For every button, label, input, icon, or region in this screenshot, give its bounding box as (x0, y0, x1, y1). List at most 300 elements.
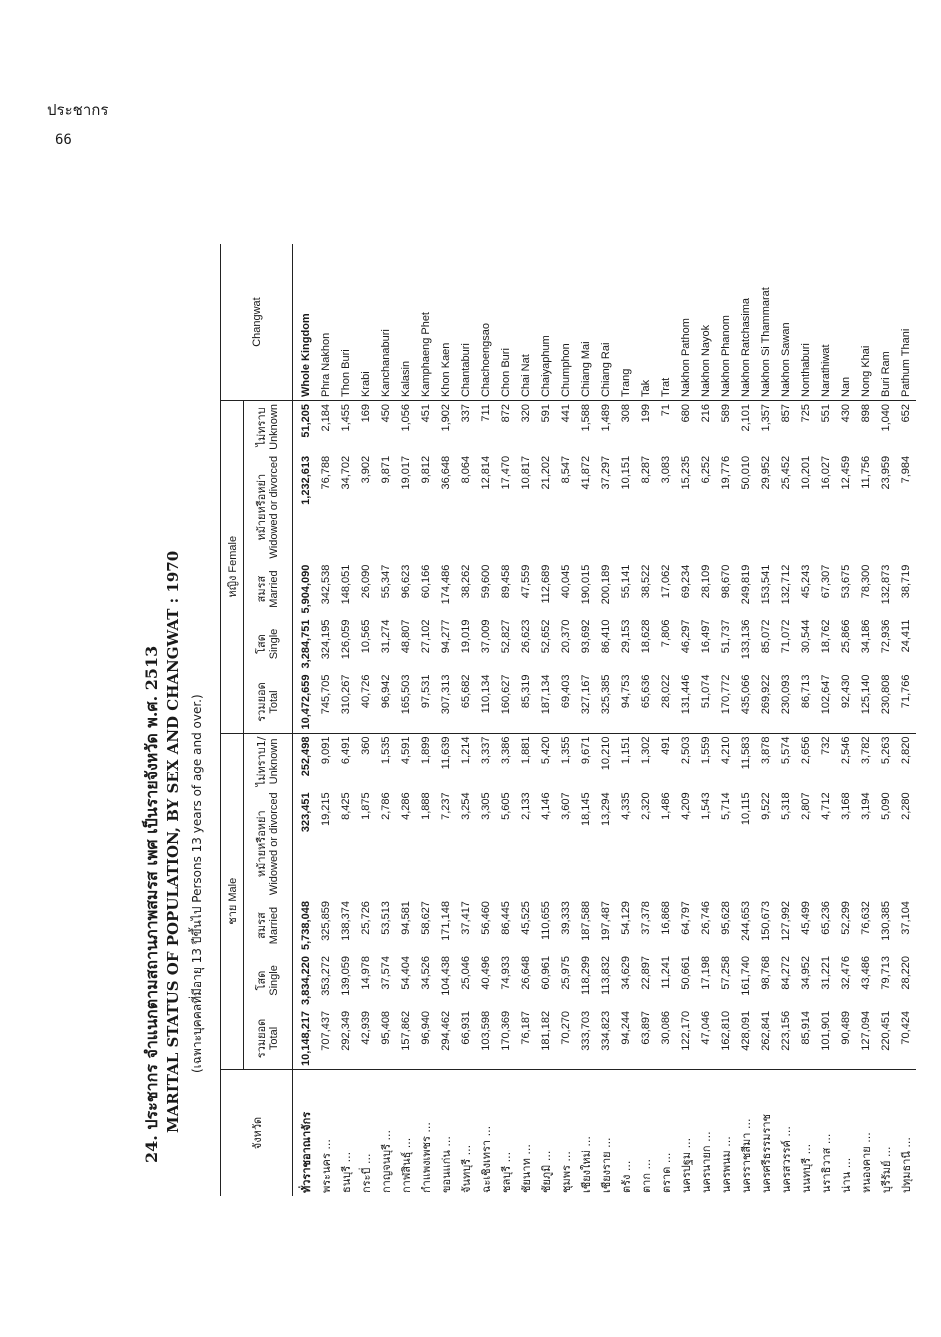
value-cell: 102,647 (820, 674, 832, 715)
value-cell: 76,187 (520, 1010, 532, 1045)
table-row (876, 244, 896, 1196)
value-cell: 1,357 (756, 401, 776, 453)
value-cell: 24,411 (900, 619, 912, 653)
value-cell: 334,823 (600, 1010, 612, 1051)
table-row (676, 244, 696, 1196)
column-header (244, 453, 293, 562)
changwat-eng-cell: Chachoengsao (480, 323, 492, 398)
column-header (244, 617, 293, 672)
table-row (896, 244, 916, 1196)
changwat-eng-cell: Nan (840, 376, 852, 398)
value-cell: 1,902 (436, 401, 456, 453)
value-cell: 14,978 (360, 956, 372, 990)
value-cell: 127,992 (780, 901, 792, 941)
value-cell: 230,808 (880, 674, 892, 715)
value-cell: 125,140 (860, 674, 872, 715)
value-cell: 28,220 (900, 956, 912, 990)
value-cell: 16,497 (700, 619, 712, 654)
value-cell: 98,670 (720, 564, 732, 599)
changwat-eng-cell: Khon Kaen (440, 342, 452, 398)
value-cell: 71,072 (780, 619, 792, 654)
changwat-thai-cell: นนทบุรี ... (796, 1070, 816, 1197)
value-cell: 60,166 (420, 564, 432, 599)
column-header-eng: Married (268, 570, 280, 608)
value-cell: 8,064 (460, 455, 472, 484)
value-cell: 325,859 (320, 901, 332, 941)
changwat-eng-cell: Thon Buri (340, 349, 352, 398)
value-cell: 2,101 (736, 401, 756, 453)
value-cell: 148,051 (340, 564, 352, 605)
changwat-eng-cell: Kamphaeng Phet (420, 312, 432, 398)
changwat-eng-cell: Phra Nakhon (320, 332, 332, 398)
table-row (736, 244, 756, 1196)
column-header-thai: ไม่ทราบ (255, 407, 268, 447)
marital-status-table (220, 244, 916, 1196)
table-row (636, 244, 656, 1196)
changwat-eng-cell: Chumphon (560, 343, 572, 398)
value-cell: 3,878 (756, 733, 776, 789)
value-cell: 269,922 (760, 674, 772, 715)
value-cell: 3,284,751 (300, 619, 312, 669)
column-header (244, 898, 293, 953)
value-cell: 325,385 (600, 674, 612, 715)
value-cell: 26,623 (520, 619, 532, 654)
changwat-eng-cell: Nakhon Si Thammarat (760, 287, 772, 398)
value-cell: 25,452 (780, 455, 792, 490)
value-cell: 160,627 (500, 674, 512, 715)
table-title-thai: 24. ประชากร จำแนกตามสถานภาพสมรส เพศ เป็นรายจังหวัด พ.ศ. 2513 (142, 645, 161, 1163)
value-cell: 89,458 (500, 564, 512, 599)
value-cell: 4,210 (716, 733, 736, 789)
value-cell: 6,491 (336, 733, 356, 789)
value-cell: 110,655 (540, 901, 552, 941)
value-cell: 2,786 (380, 792, 392, 820)
changwat-eng-cell: Chaiyaphum (540, 335, 552, 398)
value-cell: 1,486 (660, 792, 672, 820)
column-header-eng: Widowed or divorced (268, 792, 280, 896)
value-cell: 244,653 (740, 901, 752, 941)
value-cell: 5,714 (720, 792, 732, 820)
value-cell: 38,522 (640, 564, 652, 599)
value-cell: 85,914 (800, 1010, 812, 1045)
changwat-thai-cell: จันทบุรี ... (456, 1070, 476, 1197)
value-cell: 4,286 (400, 792, 412, 820)
value-cell: 15,235 (680, 455, 692, 490)
changwat-eng-cell: Trat (660, 377, 672, 398)
changwat-thai-cell: กาญจนบุรี ... (376, 1070, 396, 1197)
table-row (536, 244, 556, 1196)
table-body (293, 244, 917, 1196)
table-row (716, 244, 736, 1196)
value-cell: 122,170 (680, 1010, 692, 1051)
value-cell: 130,385 (880, 901, 892, 941)
table-row (476, 244, 496, 1196)
column-header (244, 671, 293, 733)
value-cell: 78,300 (860, 564, 872, 599)
column-header (244, 789, 293, 898)
value-cell: 11,756 (860, 455, 872, 489)
value-cell: 20,370 (560, 619, 572, 654)
value-cell: 223,156 (780, 1010, 792, 1051)
value-cell: 64,797 (680, 901, 692, 935)
column-header-eng: Married (268, 906, 280, 945)
column-header-thai: ไม่ทราบ1/ (255, 736, 268, 787)
value-cell: 435,066 (740, 674, 752, 715)
value-cell: 26,090 (360, 564, 372, 599)
value-cell: 29,952 (760, 455, 772, 490)
value-cell: 161,740 (740, 956, 752, 996)
value-cell: 551 (816, 401, 836, 453)
value-cell: 6,252 (700, 455, 712, 484)
value-cell: 31,221 (820, 956, 832, 990)
value-cell: 3,305 (480, 792, 492, 820)
value-cell: 45,525 (520, 901, 532, 935)
value-cell: 1,355 (556, 733, 576, 789)
value-cell: 132,873 (880, 564, 892, 605)
changwat-eng-cell: Trang (620, 368, 632, 398)
value-cell: 171,148 (440, 901, 452, 941)
value-cell: 323,451 (300, 792, 312, 833)
changwat-thai-cell: นครพนม ... (716, 1070, 736, 1197)
value-cell: 2,656 (796, 733, 816, 789)
value-cell: 9,522 (760, 792, 772, 820)
changwat-thai-cell: หนองคาย ... (856, 1070, 876, 1197)
value-cell: 1,214 (456, 733, 476, 789)
value-cell: 25,866 (840, 619, 852, 654)
value-cell: 342,538 (320, 564, 332, 605)
table-row (336, 244, 356, 1196)
value-cell: 69,234 (680, 564, 692, 599)
value-cell: 1,302 (636, 733, 656, 789)
value-cell: 187,588 (580, 901, 592, 941)
value-cell: 5,090 (880, 792, 892, 820)
changwat-thai-cell: เชียงใหม่ ... (576, 1070, 596, 1197)
value-cell: 67,307 (820, 564, 832, 599)
value-cell: 10,210 (596, 733, 616, 789)
changwat-eng-cell: Nakhon Ratchasima (740, 297, 752, 398)
value-cell: 32,476 (840, 956, 852, 990)
value-cell: 10,565 (360, 619, 372, 654)
changwat-thai-cell: ฉะเชิงเทรา ... (476, 1070, 496, 1197)
value-cell: 51,205 (293, 401, 317, 453)
value-cell: 1,875 (360, 792, 372, 820)
changwat-thai-cell: นครราชสีมา ... (736, 1070, 756, 1197)
value-cell: 76,632 (860, 901, 872, 935)
value-cell: 79,713 (880, 956, 892, 990)
changwat-thai-cell: ชุมพร ... (556, 1070, 576, 1197)
value-cell: 10,115 (740, 792, 752, 826)
column-header (244, 1008, 293, 1070)
table-row (616, 244, 636, 1196)
value-cell: 95,628 (720, 901, 732, 935)
value-cell: 2,503 (676, 733, 696, 789)
changwat-eng-cell: Whole Kingdom (300, 313, 312, 398)
changwat-thai-cell: ตรัง ... (616, 1070, 636, 1197)
value-cell: 36,648 (440, 455, 452, 490)
value-cell: 441 (556, 401, 576, 453)
value-cell: 18,762 (820, 619, 832, 654)
value-cell: 19,019 (460, 619, 472, 654)
value-cell: 126,059 (340, 619, 352, 660)
value-cell: 5,738,048 (300, 901, 312, 950)
column-header-eng: Unknown (268, 404, 280, 450)
changwat-eng-cell: Nakhon Pathom (680, 318, 692, 398)
value-cell: 22,897 (640, 956, 652, 990)
value-cell: 28,022 (660, 674, 672, 709)
value-cell: 190,015 (580, 564, 592, 605)
value-cell: 47,046 (700, 1010, 712, 1045)
value-cell: 2,820 (896, 733, 916, 789)
value-cell: 252,498 (293, 733, 317, 789)
value-cell: 4,335 (620, 792, 632, 820)
value-cell: 96,940 (420, 1010, 432, 1045)
value-cell: 72,936 (880, 619, 892, 654)
value-cell: 34,629 (620, 956, 632, 990)
value-cell: 52,827 (500, 619, 512, 654)
value-cell: 16,027 (820, 455, 832, 490)
value-cell: 17,062 (660, 564, 672, 599)
value-cell: 90,489 (840, 1010, 852, 1045)
value-cell: 19,776 (720, 455, 732, 490)
column-header-eng: Single (268, 628, 280, 660)
value-cell: 1,232,613 (300, 455, 312, 505)
value-cell: 3,083 (660, 455, 672, 484)
value-cell: 94,277 (440, 619, 452, 654)
value-cell: 40,045 (560, 564, 572, 599)
value-cell: 294,462 (440, 1010, 452, 1051)
value-cell: 13,294 (600, 792, 612, 826)
value-cell: 2,133 (520, 792, 532, 820)
table-row (856, 244, 876, 1196)
value-cell: 25,975 (560, 956, 572, 990)
value-cell: 3,607 (560, 792, 572, 820)
value-cell: 153,541 (760, 564, 772, 605)
column-header-thai: สมรส (255, 575, 268, 603)
value-cell: 327,167 (580, 674, 592, 715)
value-cell: 34,952 (800, 956, 812, 990)
value-cell: 17,198 (700, 956, 712, 990)
value-cell: 132,712 (780, 564, 792, 605)
value-cell: 23,959 (880, 455, 892, 490)
value-cell: 249,819 (740, 564, 752, 605)
value-cell: 220,451 (880, 1010, 892, 1051)
changwat-eng-cell: Chantaburi (460, 343, 472, 398)
changwat-thai-cell: น่าน ... (836, 1070, 856, 1197)
changwat-eng-cell: Chon Buri (500, 348, 512, 398)
value-cell: 181,182 (540, 1010, 552, 1051)
changwat-thai-cell: ธนบุรี ... (336, 1070, 356, 1197)
value-cell: 2,280 (900, 792, 912, 820)
male-group-header: ชาย Male (221, 733, 244, 1069)
table-row (576, 244, 596, 1196)
value-cell: 1,588 (576, 401, 596, 453)
value-cell: 42,939 (360, 1010, 372, 1045)
value-cell: 56,460 (480, 901, 492, 935)
value-cell: 1,559 (696, 733, 716, 789)
column-header-eng: Total (268, 1026, 280, 1051)
value-cell: 54,129 (620, 901, 632, 935)
table-title-english: MARITAL STATUS OF POPULATION, BY SEX AND CHANGWAT : 1970 (164, 550, 182, 1133)
table-row (496, 244, 516, 1196)
value-cell: 169 (356, 401, 376, 453)
column-header-eng: Single (268, 965, 280, 996)
changwat-thai-cell: ทั่วราชอาณาจักร (293, 1070, 317, 1197)
column-header-eng: Widowed or divorced (268, 455, 280, 559)
value-cell: 76,788 (320, 455, 332, 490)
value-cell: 45,243 (800, 564, 812, 599)
value-cell: 8,547 (560, 455, 572, 484)
value-cell: 157,862 (400, 1010, 412, 1051)
value-cell: 3,337 (476, 733, 496, 789)
value-cell: 86,445 (500, 901, 512, 935)
value-cell: 1,899 (416, 733, 436, 789)
value-cell: 28,109 (700, 564, 712, 599)
table-row (556, 244, 576, 1196)
value-cell: 216 (696, 401, 716, 453)
value-cell: 55,347 (380, 564, 392, 599)
value-cell: 10,151 (620, 455, 632, 490)
changwat-thai-cell: เชียงราย ... (596, 1070, 616, 1197)
value-cell: 69,403 (560, 674, 572, 709)
value-cell: 34,526 (420, 956, 432, 990)
value-cell: 45,499 (800, 901, 812, 935)
value-cell: 292,349 (340, 1010, 352, 1051)
value-cell: 10,472,659 (300, 674, 312, 730)
table-row (656, 244, 676, 1196)
changwat-thai-cell: ชลบุรี ... (496, 1070, 516, 1197)
value-cell: 491 (656, 733, 676, 789)
value-cell: 31,274 (380, 619, 392, 654)
value-cell: 39,333 (560, 901, 572, 935)
value-cell: 29,153 (620, 619, 632, 654)
changwat-thai-cell: นครสวรรค์ ... (776, 1070, 796, 1197)
value-cell: 112,689 (540, 564, 552, 604)
value-cell: 428,091 (740, 1010, 752, 1051)
changwat-eng-header: Changwat (250, 297, 263, 347)
value-cell: 589 (716, 401, 736, 453)
value-cell: 4,712 (820, 792, 832, 820)
changwat-eng-cell: Chiang Rai (600, 342, 612, 398)
changwat-thai-cell: ปทุมธานี ... (896, 1070, 916, 1197)
value-cell: 96,623 (400, 564, 412, 599)
value-cell: 9,812 (420, 455, 432, 484)
value-cell: 4,591 (396, 733, 416, 789)
value-cell: 25,046 (460, 956, 472, 990)
value-cell: 680 (676, 401, 696, 453)
value-cell: 38,262 (460, 564, 472, 599)
value-cell: 104,438 (440, 956, 452, 996)
value-cell: 5,318 (780, 792, 792, 820)
value-cell: 1,151 (616, 733, 636, 789)
value-cell: 1,040 (876, 401, 896, 453)
changwat-thai-cell: ตาก ... (636, 1070, 656, 1197)
column-header-thai: โสด (255, 970, 268, 991)
value-cell: 1,881 (516, 733, 536, 789)
changwat-thai-cell: นครนายก ... (696, 1070, 716, 1197)
value-cell: 71 (656, 401, 676, 453)
value-cell: 26,648 (520, 956, 532, 990)
value-cell: 333,703 (580, 1010, 592, 1051)
table-row (416, 244, 436, 1196)
value-cell: 745,705 (320, 674, 332, 715)
value-cell: 9,871 (380, 455, 392, 484)
value-cell: 200,189 (600, 564, 612, 605)
value-cell: 16,868 (660, 901, 672, 935)
value-cell: 26,746 (700, 901, 712, 935)
value-cell: 5,263 (876, 733, 896, 789)
value-cell: 1,489 (596, 401, 616, 453)
value-cell: 70,270 (560, 1010, 572, 1045)
value-cell: 86,713 (800, 674, 812, 709)
table-row (516, 244, 536, 1196)
female-group-header: หญิง Female (221, 401, 244, 734)
changwat-eng-cell: Nonthaburi (800, 343, 812, 398)
page-number: 66 (55, 132, 72, 148)
value-cell: 230,093 (780, 674, 792, 715)
value-cell: 65,636 (640, 674, 652, 709)
table-row (836, 244, 856, 1196)
value-cell: 38,719 (900, 564, 912, 599)
value-cell: 65,236 (820, 901, 832, 935)
value-cell: 1,888 (420, 792, 432, 820)
value-cell: 262,841 (760, 1010, 772, 1051)
changwat-eng-cell: Nakhon Sawan (780, 322, 792, 398)
value-cell: 110,134 (480, 674, 492, 714)
table-row (396, 244, 416, 1196)
changwat-eng-cell: Nakhon Nayok (700, 324, 712, 398)
value-cell: 308 (616, 401, 636, 453)
value-cell: 11,639 (436, 733, 456, 789)
table-row (456, 244, 476, 1196)
value-cell: 131,446 (680, 674, 692, 715)
value-cell: 71,766 (900, 674, 912, 709)
value-cell: 37,009 (480, 619, 492, 654)
changwat-thai-cell: ชัยภูมิ ... (536, 1070, 556, 1197)
value-cell: 2,184 (316, 401, 336, 453)
value-cell: 18,145 (580, 792, 592, 826)
changwat-eng-cell: Kalasin (400, 360, 412, 398)
value-cell: 1,056 (396, 401, 416, 453)
value-cell: 11,241 (660, 956, 672, 989)
value-cell: 103,598 (480, 1010, 492, 1051)
value-cell: 652 (896, 401, 916, 453)
value-cell: 725 (796, 401, 816, 453)
value-cell: 7,806 (660, 619, 672, 648)
column-header-thai: หม้ายหรือหย่า (255, 473, 268, 541)
value-cell: 63,897 (640, 1010, 652, 1045)
value-cell: 50,661 (680, 956, 692, 990)
table-row (796, 244, 816, 1196)
value-cell: 74,933 (500, 956, 512, 990)
value-cell: 52,299 (840, 901, 852, 935)
value-cell: 353,272 (320, 956, 332, 996)
value-cell: 43,486 (860, 956, 872, 990)
value-cell: 47,559 (520, 564, 532, 599)
table-row (356, 244, 376, 1196)
value-cell: 707,437 (320, 1010, 332, 1051)
value-cell: 10,148,217 (300, 1010, 312, 1066)
changwat-thai-cell: กำแพงเพชร ... (416, 1070, 436, 1197)
value-cell: 139,059 (340, 956, 352, 996)
changwat-eng-cell: Buri Ram (880, 351, 892, 398)
value-cell: 711 (476, 401, 496, 453)
value-cell: 138,374 (340, 901, 352, 941)
value-cell: 4,146 (540, 792, 552, 820)
changwat-thai-cell: ตราด ... (656, 1070, 676, 1197)
table-row (376, 244, 396, 1196)
value-cell: 430 (836, 401, 856, 453)
value-cell: 92,430 (840, 674, 852, 709)
